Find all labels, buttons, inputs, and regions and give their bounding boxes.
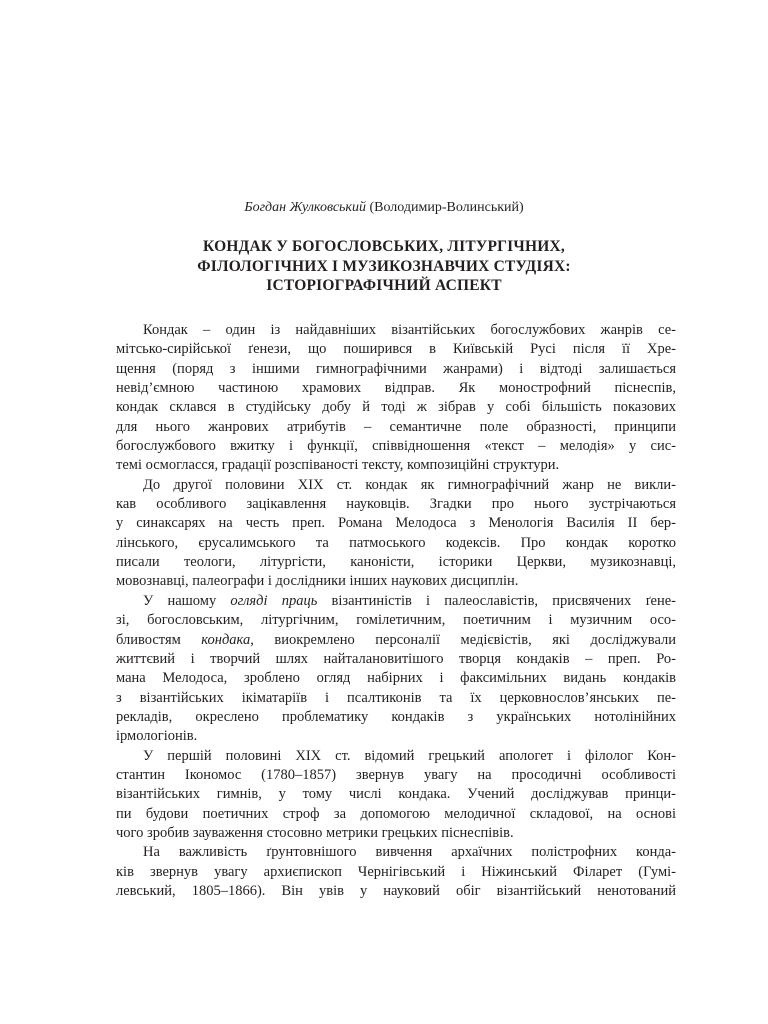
- body-line: щення (поряд з іншими гимнографічними жанрами) і відтоді залишається: [116, 360, 676, 377]
- text-fragment: бливостям: [116, 631, 202, 648]
- body-line: візантійських гимнів, у тому числі кондака. Учений досліджував принци-: [116, 786, 676, 803]
- body-line: Кондак – один із найдавніших візантійських богослужбових жанрів се-: [143, 322, 676, 338]
- body-line: мана Мелодоса, зроблено огляд набірних і факсимільних видань кондаків: [116, 670, 676, 687]
- body-line: стантин Ікономос (1780–1857) звернув увагу на просодичні особливості: [116, 766, 676, 783]
- body-line: з візантійських ікіматаріїв і псалтиконів та їх церковнослов’янських пе-: [116, 689, 676, 706]
- body-line: На важливість ґрунтовнішого вивчення архаїчних полістрофних конда-: [143, 844, 676, 861]
- body-line: лінського, єрусалимського та патмоського кодексів. Про кондак коротко: [116, 534, 676, 551]
- author-line: [0, 199, 768, 217]
- body-line: левський, 1805–1866). Він увів у науковий обіг візантійський ненотований: [116, 882, 676, 899]
- text-fragment: У нашому: [143, 592, 231, 609]
- body-line: мітсько-сирійської ґенези, що поширився в Київській Русі після її Хре-: [116, 341, 676, 358]
- title-line: ІСТОРІОГРАФІЧНИЙ АСПЕКТ: [266, 277, 502, 294]
- body-line: мовознавці, палеографи і дослідники інших наукових дисциплін.: [116, 573, 519, 590]
- body-line: ків звернув увагу архиєпископ Чернігівський і Ніжинський Філарет (Гумі-: [116, 863, 676, 880]
- body-line-with-italic: [116, 631, 676, 650]
- text-fragment: візантиністів і палеославістів, присвячених ґене-: [317, 592, 676, 609]
- italic-fragment: огляді праць: [230, 592, 318, 609]
- body-line: У першій половині XIX ст. відомий грецький апологет і філолог Кон-: [143, 747, 676, 764]
- body-line: кондак склався в студійську добу й тоді ж зібрав у собі більшість показових: [116, 399, 676, 416]
- body-line: писали теологи, літургісти, каноністи, історики Церкви, музикознавці,: [116, 554, 676, 571]
- body-line: кав особливого зацікавлення науковців. Згадки про нього зустрічаються: [116, 496, 676, 513]
- title-line: КОНДАК У БОГОСЛОВСЬКИХ, ЛІТУРГІЧНИХ,: [203, 238, 565, 255]
- body-line: пи будови поетичних строф за допомогою мелодичної складової, на основі: [116, 805, 676, 822]
- author-place: (Володимир-Волинський): [369, 200, 524, 215]
- article-title: [100, 237, 668, 296]
- article-body: [116, 321, 676, 901]
- body-line: чого зробив зауваження стосовно метрики грецьких піснеспівів.: [116, 824, 514, 841]
- body-line: для нього жанрових атрибутів – семантичне поле образності, принципи: [116, 418, 676, 435]
- body-line: рекладів, окреслено проблематику кондаків з українських нотолінійних: [116, 708, 676, 725]
- italic-fragment: кондака: [201, 631, 251, 648]
- body-line: життєвий і творчий шлях найталановитішого творця кондаків – преп. Ро-: [116, 650, 676, 667]
- body-line: темі осмогласся, градації розспіваності тексту, композиційні структури.: [116, 457, 560, 474]
- body-line: у синаксарях на честь преп. Романа Мелодоса з Менологія Василія II бер-: [116, 515, 676, 532]
- text-fragment: , виокремлено персоналії медієвістів, які досліджували: [250, 631, 676, 648]
- body-line: До другої половини XIX ст. кондак як гимнографічний жанр не викли-: [143, 476, 676, 493]
- body-line: богослужбового вжитку і функції, співвідношення «текст – мелодія» у сис-: [116, 438, 676, 455]
- author-name: Богдан Жулковський: [244, 200, 366, 215]
- title-line: ФІЛОЛОГІЧНИХ І МУЗИКОЗНАВЧИХ СТУДІЯХ:: [197, 257, 571, 275]
- body-line: невід’ємною частиною храмових відправ. Як монострофний піснеспів,: [116, 380, 676, 397]
- body-line: ірмологіонів.: [116, 728, 198, 745]
- body-line-with-italic: [116, 592, 676, 611]
- body-line: зі, богословським, літургічним, гомілетичним, поетичним і музичним осо-: [116, 612, 676, 629]
